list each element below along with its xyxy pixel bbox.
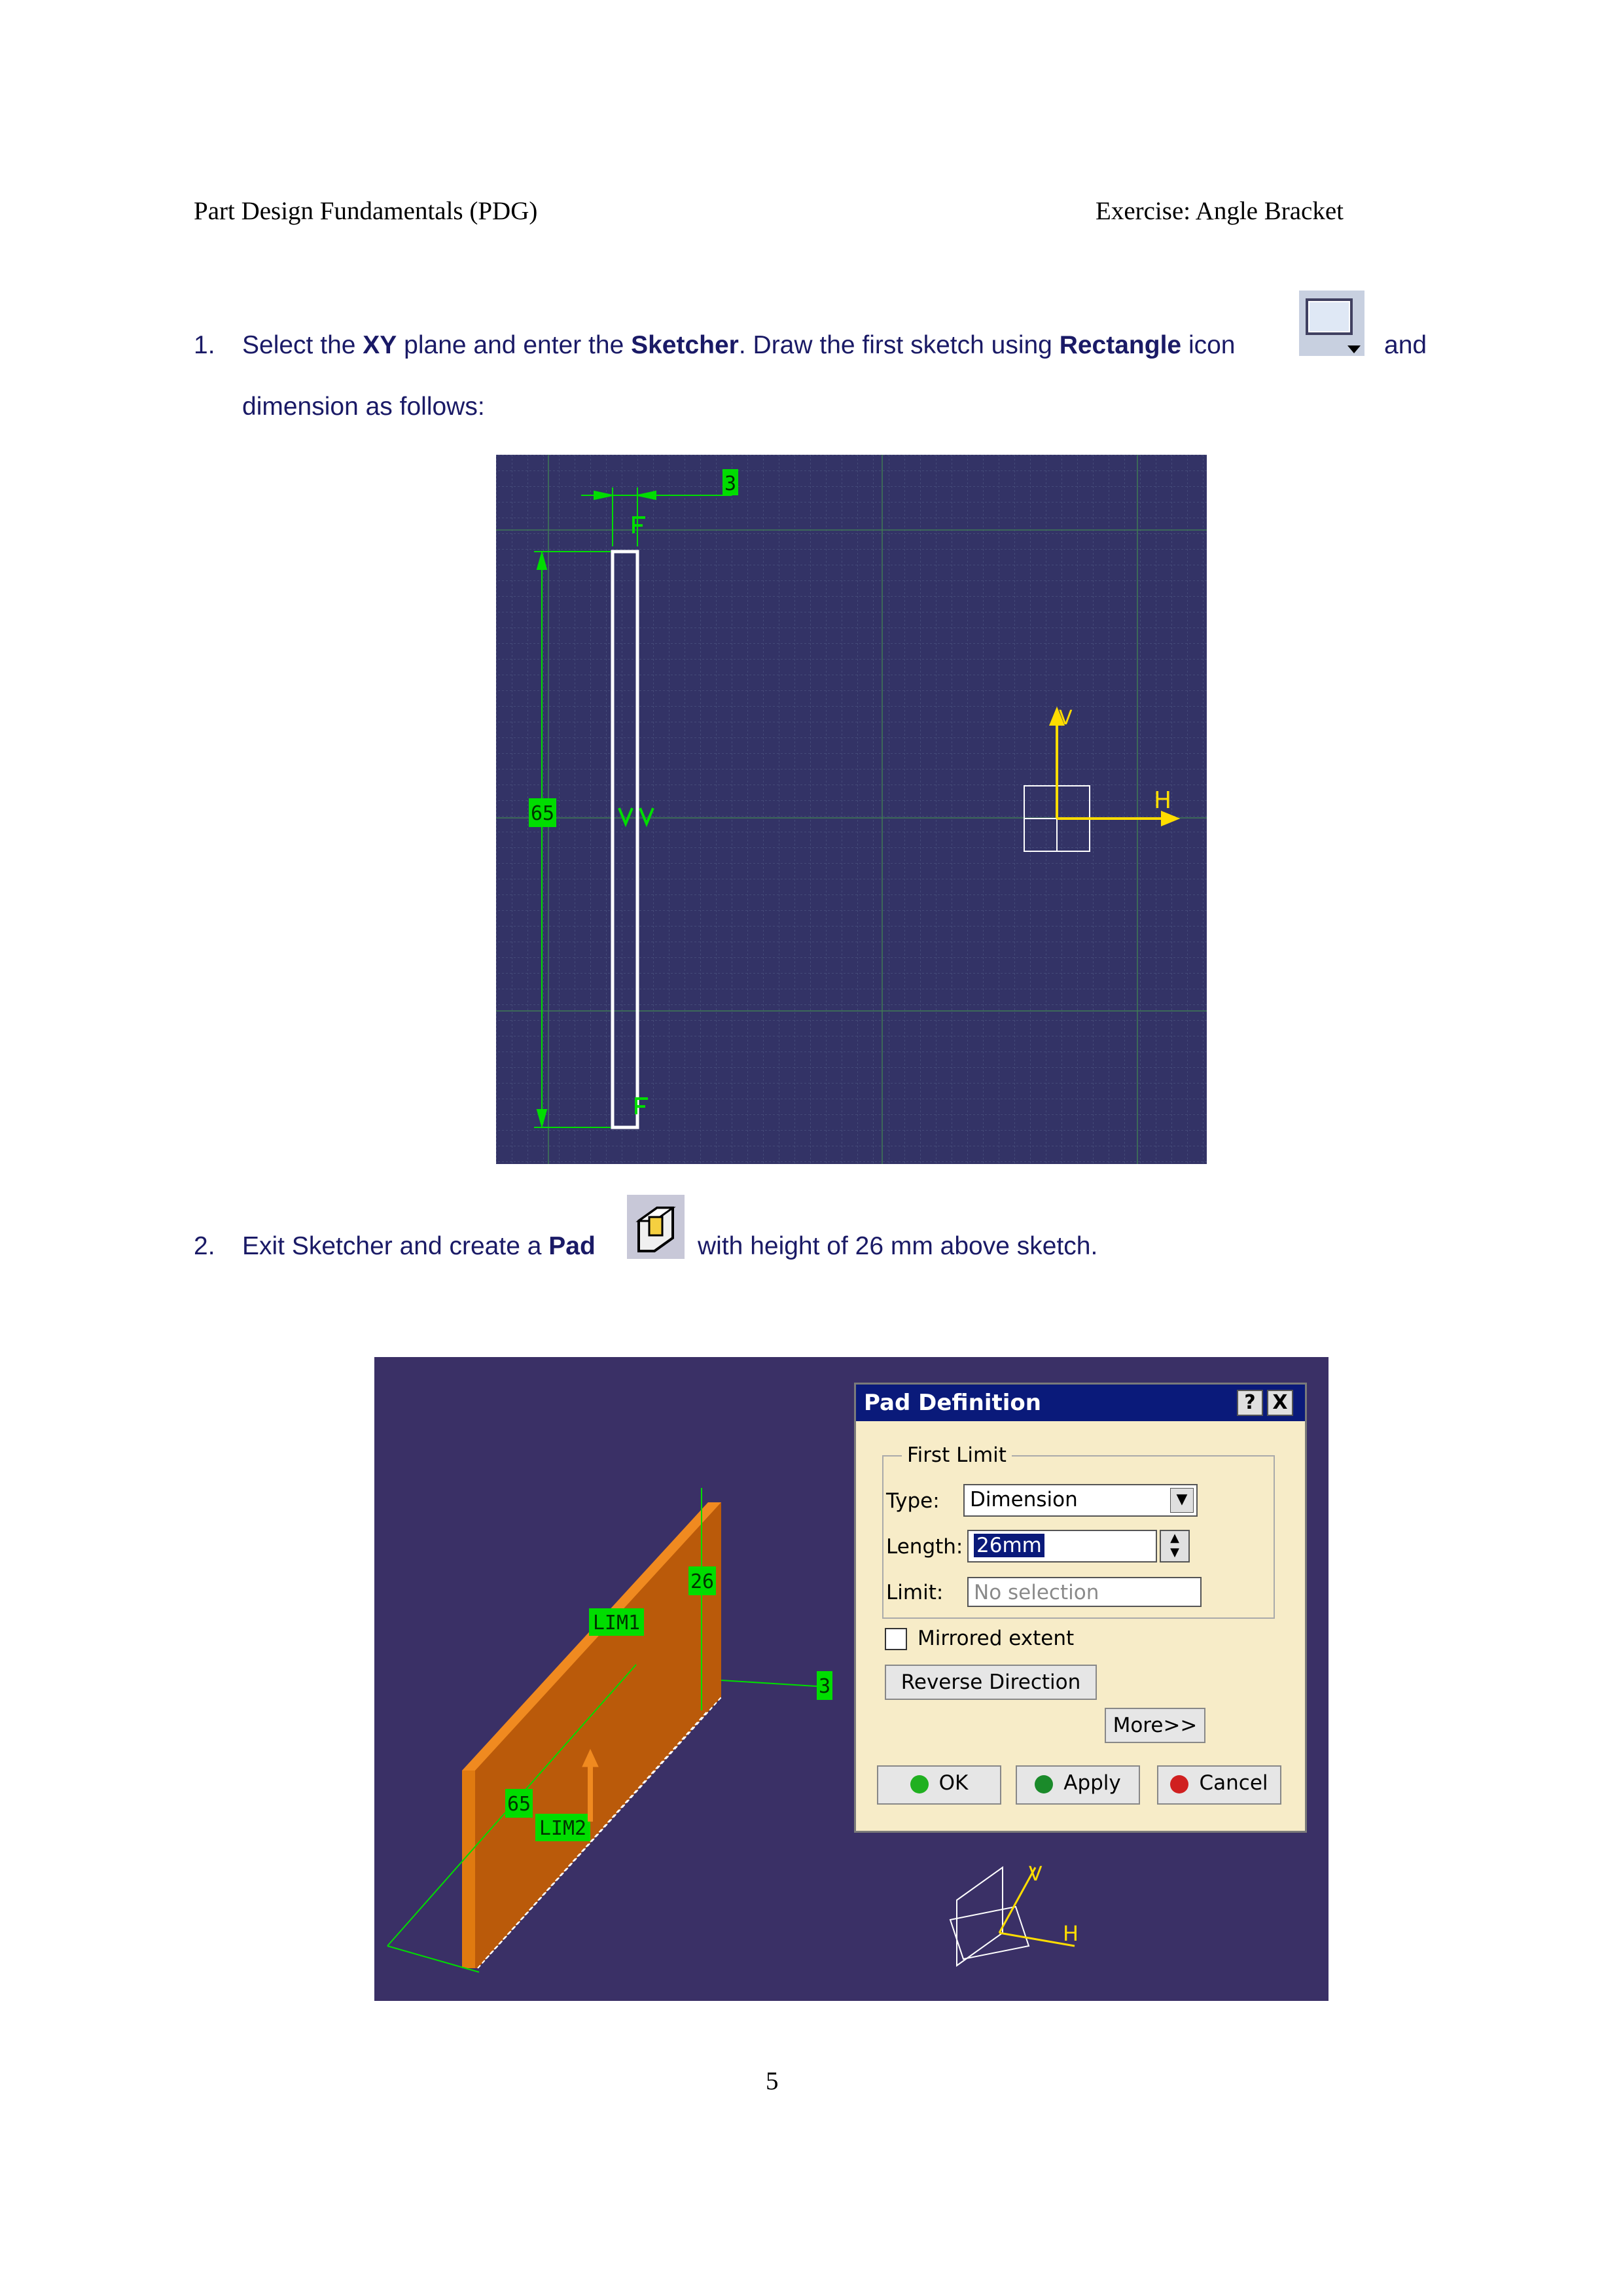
reverse-direction-button[interactable]: Reverse Direction xyxy=(885,1665,1097,1700)
length-label: Length: xyxy=(886,1535,963,1559)
step1-text xyxy=(242,331,1236,360)
pad-definition-dialog xyxy=(854,1383,1307,1833)
sketch-axis-v: V xyxy=(1059,707,1073,730)
apply-green-icon xyxy=(1035,1775,1053,1793)
pad-icon xyxy=(627,1195,685,1259)
type-select[interactable] xyxy=(963,1484,1198,1517)
step1-t3: . Draw the first sketch using xyxy=(738,331,1060,359)
chevron-down-icon[interactable]: ▼ xyxy=(1170,1488,1194,1513)
apply-button[interactable] xyxy=(1016,1765,1140,1805)
step2-bold-pad: Pad xyxy=(548,1232,596,1260)
lim1-label: LIM1 xyxy=(592,1612,641,1634)
length-stepper[interactable]: ▲ ▼ xyxy=(1160,1530,1190,1563)
rectangle-icon xyxy=(1299,291,1364,356)
step2-number: 2. xyxy=(194,1232,215,1260)
dim-3-label: 3 xyxy=(724,472,737,495)
step2-text xyxy=(242,1232,596,1261)
step1-bold-sketcher: Sketcher xyxy=(631,331,739,359)
header-right: Exercise: Angle Bracket xyxy=(1096,197,1344,225)
lim2-label: LIM2 xyxy=(539,1817,587,1840)
close-button[interactable]: X xyxy=(1267,1390,1293,1416)
page-number: 5 xyxy=(766,2067,779,2095)
apply-label: Apply xyxy=(1063,1771,1121,1795)
cancel-button[interactable] xyxy=(1157,1765,1281,1805)
step2-t1: Exit Sketcher and create a xyxy=(242,1232,549,1260)
step1-t2: plane and enter the xyxy=(397,331,632,359)
header-left: Part Design Fundamentals (PDG) xyxy=(194,197,538,225)
first-limit-label: First Limit xyxy=(902,1443,1012,1467)
type-label: Type: xyxy=(886,1489,940,1513)
step1-t1: Select the xyxy=(242,331,363,359)
step1-bold-rectangle: Rectangle xyxy=(1059,331,1182,359)
dim-65-label: 65 xyxy=(530,802,555,825)
pad-dim-26: 26 xyxy=(690,1570,715,1593)
length-value: 26mm xyxy=(974,1534,1044,1557)
dialog-title: Pad Definition xyxy=(856,1385,1305,1421)
help-button[interactable]: ? xyxy=(1237,1390,1263,1416)
step2-tail: with height of 26 mm above sketch. xyxy=(698,1232,1098,1260)
type-value: Dimension xyxy=(970,1488,1078,1511)
more-button[interactable]: More>> xyxy=(1105,1708,1205,1743)
mirrored-label: Mirrored extent xyxy=(918,1627,1075,1650)
pad-dim-65: 65 xyxy=(507,1793,531,1816)
sketch-axis-h: H xyxy=(1154,787,1172,814)
step1-bold-xy: XY xyxy=(363,331,397,359)
limit-label: Limit: xyxy=(886,1581,944,1604)
pad-dim-3: 3 xyxy=(818,1675,831,1698)
pad-axis-h: H xyxy=(1063,1921,1079,1946)
pad-axis-v: V xyxy=(1029,1863,1043,1886)
step1-and: and xyxy=(1384,331,1427,359)
ok-button[interactable] xyxy=(877,1765,1001,1805)
cancel-label: Cancel xyxy=(1199,1771,1268,1795)
ok-green-icon xyxy=(910,1775,929,1793)
step1-line2: dimension as follows: xyxy=(242,393,485,421)
sketch-figure xyxy=(496,455,1207,1164)
mirrored-checkbox[interactable] xyxy=(885,1628,907,1650)
cancel-red-icon xyxy=(1170,1775,1188,1793)
length-input[interactable] xyxy=(967,1530,1157,1563)
step1-number: 1. xyxy=(194,331,215,359)
step1-t4: icon xyxy=(1181,331,1236,359)
limit-input[interactable]: No selection xyxy=(967,1577,1202,1607)
ok-label: OK xyxy=(938,1771,969,1795)
